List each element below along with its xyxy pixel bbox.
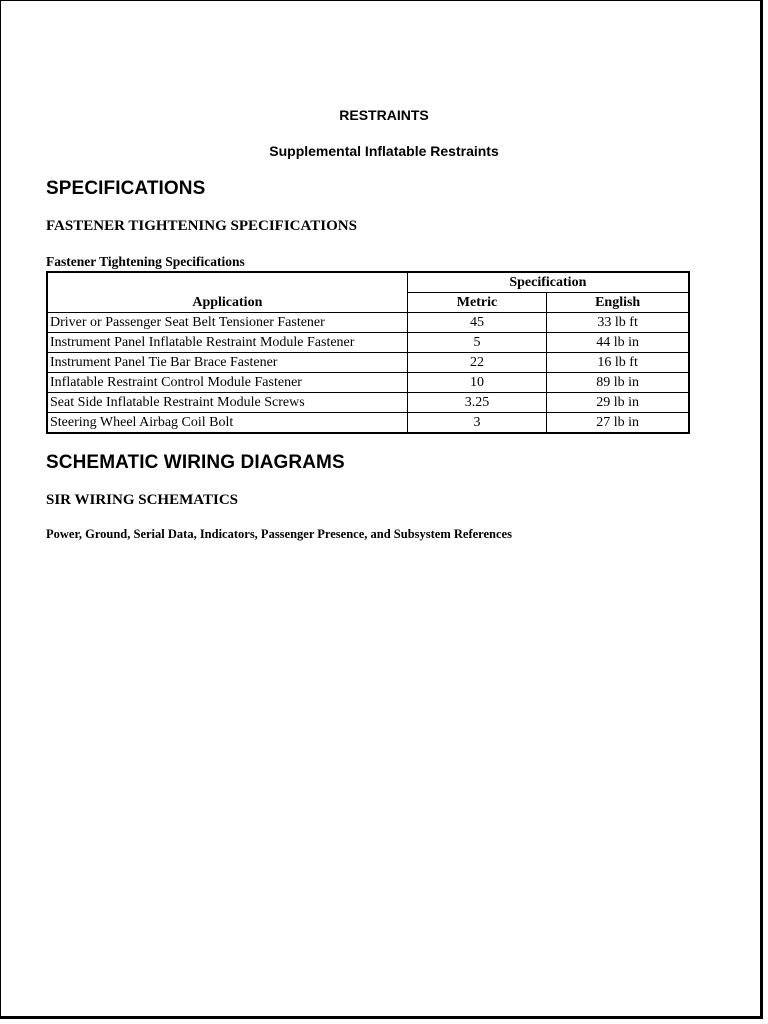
- cell-application: Inflatable Restraint Control Module Fastener: [47, 373, 407, 393]
- cell-metric: 5: [407, 333, 547, 353]
- cell-application: Driver or Passenger Seat Belt Tensioner Fastener: [47, 313, 407, 333]
- cell-application: Seat Side Inflatable Restraint Module Screws: [47, 393, 407, 413]
- cell-english: 27 lb in: [547, 413, 689, 434]
- cell-metric: 45: [407, 313, 547, 333]
- sir-schematics-heading: SIR WIRING SCHEMATICS: [46, 492, 238, 508]
- table-row: [47, 333, 689, 353]
- cell-application: Steering Wheel Airbag Coil Bolt: [47, 413, 407, 434]
- cell-english: 16 lb ft: [547, 353, 689, 373]
- cell-metric: 22: [407, 353, 547, 373]
- table-row: [47, 413, 689, 434]
- cell-english: 89 lb in: [547, 373, 689, 393]
- table-row: [47, 353, 689, 373]
- table-body: [47, 313, 689, 434]
- specifications-heading: SPECIFICATIONS: [46, 178, 206, 199]
- cell-metric: 10: [407, 373, 547, 393]
- cell-application: Instrument Panel Tie Bar Brace Fastener: [47, 353, 407, 373]
- fastener-specs-heading: FASTENER TIGHTENING SPECIFICATIONS: [46, 218, 357, 234]
- cell-metric: 3: [407, 413, 547, 434]
- column-header-metric: Metric: [407, 293, 547, 313]
- section-title: RESTRAINTS: [339, 107, 429, 123]
- column-header-application: Application: [47, 272, 407, 313]
- cell-english: 33 lb ft: [547, 313, 689, 333]
- cell-english: 44 lb in: [547, 333, 689, 353]
- schematic-reference-link[interactable]: Power, Ground, Serial Data, Indicators, Passenger Presence, and Subsystem References: [46, 527, 512, 541]
- table-row: [47, 313, 689, 333]
- cell-metric: 3.25: [407, 393, 547, 413]
- column-group-header-specification: Specification: [407, 272, 689, 293]
- cell-application: Instrument Panel Inflatable Restraint Module Fastener: [47, 333, 407, 353]
- schematics-heading: SCHEMATIC WIRING DIAGRAMS: [46, 452, 345, 473]
- table-header-row: [47, 272, 689, 293]
- table-row: [47, 373, 689, 393]
- table-caption: Fastener Tightening Specifications: [46, 254, 245, 269]
- subsection-title: Supplemental Inflatable Restraints: [269, 143, 499, 159]
- table-row: [47, 393, 689, 413]
- fastener-spec-table: [46, 271, 690, 434]
- cell-english: 29 lb in: [547, 393, 689, 413]
- column-header-english: English: [547, 293, 689, 313]
